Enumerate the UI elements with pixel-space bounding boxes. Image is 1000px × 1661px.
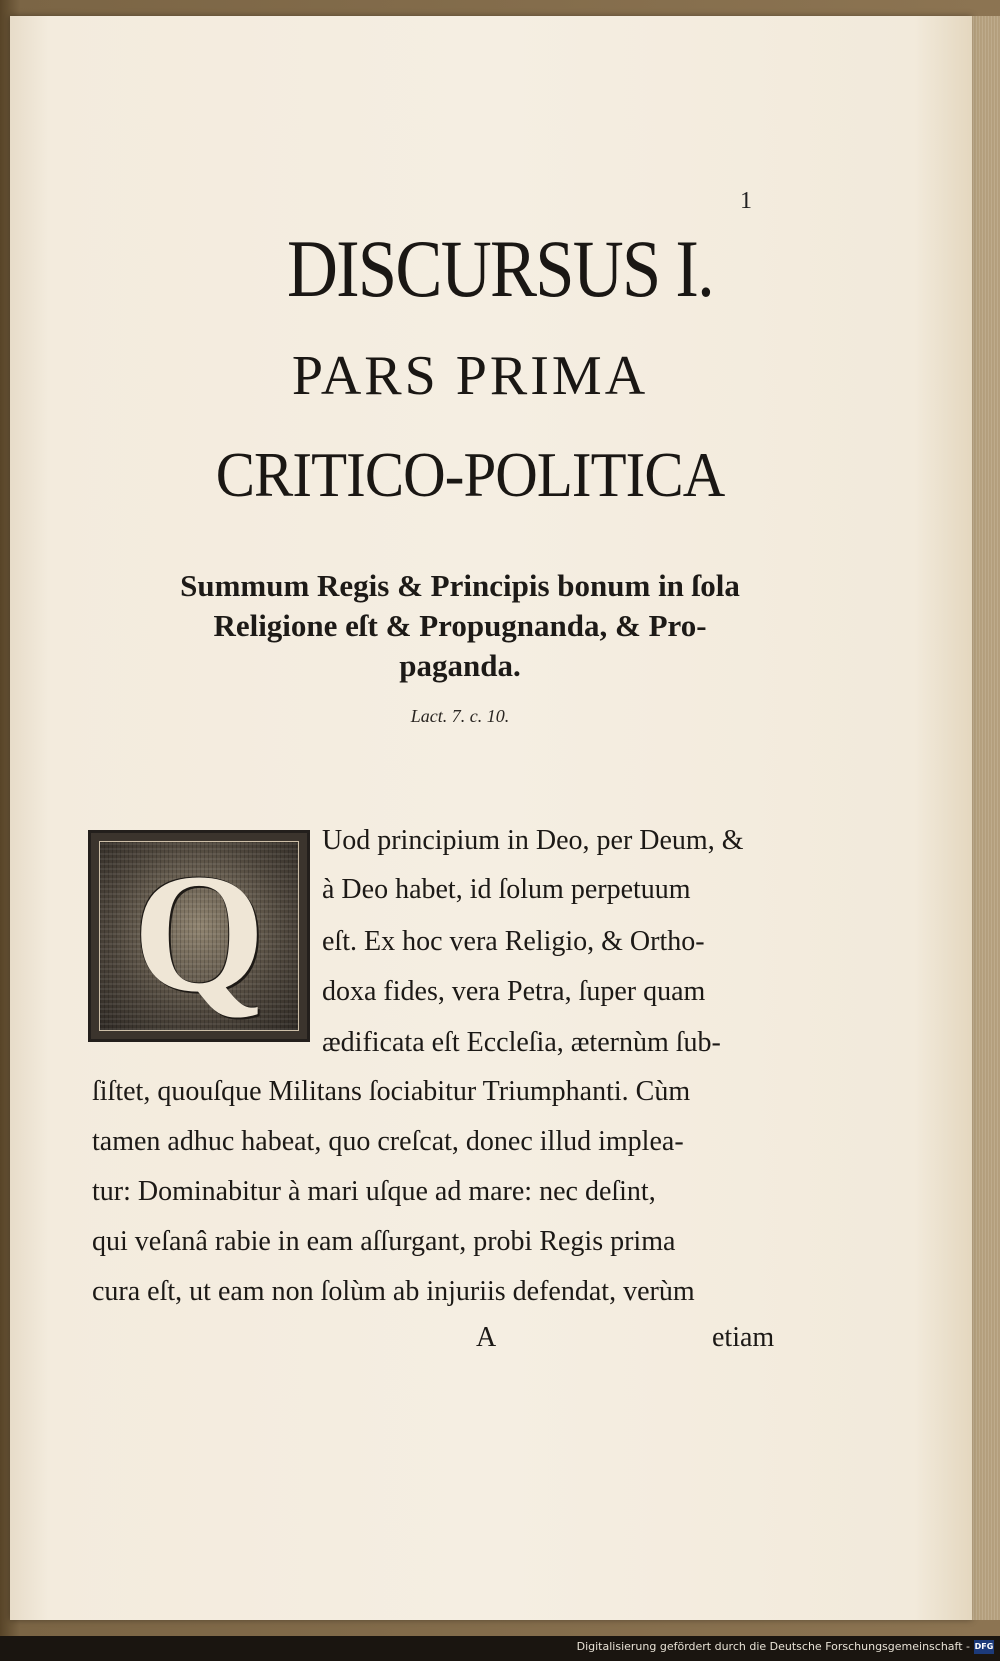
body-line: ſiſtet, quouſque Militans ſociabitur Triumphanti. Cùm — [92, 1076, 691, 1107]
body-line: eſt. Ex hoc vera Religio, & Ortho- — [322, 926, 705, 957]
catchword: etiam — [712, 1322, 775, 1353]
decorated-initial — [88, 830, 310, 1042]
summary-line-1: Summum Regis & Principis bonum in ſola — [180, 568, 740, 603]
summary-line-3: paganda. — [399, 648, 521, 683]
body-line: tur: Dominabitur à mari uſque ad mare: nec deſint, — [92, 1176, 656, 1207]
body-line: qui veſanâ rabie in eam aſſurgant, probi Regis prima — [92, 1226, 676, 1257]
page-edge — [972, 16, 1000, 1620]
body-line: ædificata eſt Eccleſia, æternùm ſub- — [322, 1027, 721, 1058]
chapter-summary — [70, 566, 850, 686]
dfg-logo-icon: DFG — [974, 1640, 994, 1654]
discourse-title: DISCURSUS I. — [286, 223, 714, 314]
citation: Lact. 7. c. 10. — [410, 706, 510, 726]
footer-credit: Digitalisierung gefördert durch die Deutsche Forschungsgemeinschaft - — [576, 1640, 970, 1653]
page-number: 1 — [740, 188, 752, 214]
body-line: Uod principium in Deo, per Deum, & — [322, 825, 744, 856]
body-line: tamen adhuc habeat, quo creſcat, donec illud implea- — [92, 1126, 684, 1157]
body-line: à Deo habet, id ſolum perpetuum — [322, 874, 691, 905]
body-line: cura eſt, ut eam non ſolùm ab injuriis defendat, verùm — [92, 1276, 695, 1307]
initial-engraving — [99, 841, 299, 1031]
part-title: PARS PRIMA — [291, 345, 649, 407]
signature-mark: A — [476, 1322, 497, 1353]
body-line: doxa fides, vera Petra, ſuper quam — [322, 976, 706, 1007]
part-subtitle: CRITICO-POLITICA — [215, 439, 725, 510]
initial-letter: Q — [132, 839, 266, 1027]
summary-line-2: Religione eſt & Propugnanda, & Pro- — [213, 608, 707, 643]
